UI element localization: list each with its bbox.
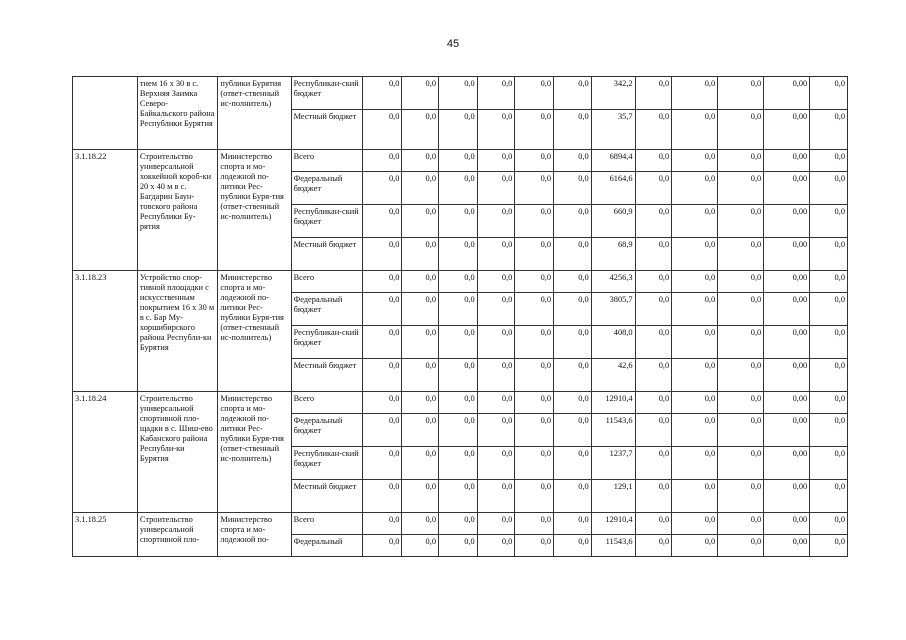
budget-value: 0,0 [672, 447, 718, 480]
budget-value: 0,0 [439, 535, 478, 557]
budget-value: 0,0 [672, 205, 718, 238]
budget-value: 0,0 [810, 293, 848, 326]
budget-value: 0,0 [439, 77, 478, 110]
budget-value: 0,0 [362, 77, 402, 110]
funding-source: Всего [291, 271, 362, 293]
budget-value: 0,0 [402, 205, 439, 238]
budget-value: 0,0 [439, 110, 478, 150]
budget-value: 0,0 [477, 205, 515, 238]
budget-value: 0,0 [362, 205, 402, 238]
budget-value: 1237,7 [591, 447, 635, 480]
budget-value: 4256,3 [591, 271, 635, 293]
budget-value: 0,0 [554, 359, 592, 392]
budget-value: 0,0 [635, 77, 672, 110]
item-name: Строительство универсальной хоккейной короб-ки 20 х 40 м в с. Багдарин Баун-товского района Республики Бу-рятия [137, 150, 218, 271]
budget-value: 35,7 [591, 110, 635, 150]
budget-value: 42,6 [591, 359, 635, 392]
budget-value: 0,0 [402, 271, 439, 293]
budget-value: 0,0 [672, 326, 718, 359]
budget-value: 0,0 [362, 172, 402, 205]
budget-value: 0,0 [554, 535, 592, 557]
item-code: 3.1.18.25 [73, 513, 138, 557]
budget-value: 0,0 [402, 238, 439, 271]
budget-value: 0,0 [810, 326, 848, 359]
budget-value: 0,0 [402, 513, 439, 535]
budget-value: 0,00 [764, 392, 810, 414]
budget-value: 0,0 [635, 392, 672, 414]
table-row [73, 392, 848, 414]
budget-value: 0,0 [439, 172, 478, 205]
budget-value: 0,0 [672, 414, 718, 447]
budget-value: 0,0 [515, 513, 554, 535]
budget-value: 0,0 [718, 326, 764, 359]
funding-source: Местный бюджет [291, 359, 362, 392]
budget-value: 0,0 [439, 150, 478, 172]
budget-value: 0,0 [672, 150, 718, 172]
budget-value: 0,0 [635, 110, 672, 150]
budget-value: 0,0 [810, 513, 848, 535]
budget-value: 0,0 [477, 77, 515, 110]
budget-value: 0,0 [718, 238, 764, 271]
budget-value: 0,0 [439, 205, 478, 238]
budget-value: 0,00 [764, 480, 810, 513]
table-row [73, 77, 848, 110]
budget-value: 0,0 [477, 535, 515, 557]
budget-value: 0,0 [515, 392, 554, 414]
budget-value: 0,0 [477, 447, 515, 480]
budget-value: 0,0 [810, 392, 848, 414]
budget-value: 0,0 [515, 414, 554, 447]
budget-value: 0,0 [477, 392, 515, 414]
budget-value: 0,0 [439, 513, 478, 535]
budget-value: 0,00 [764, 414, 810, 447]
budget-value: 0,0 [515, 172, 554, 205]
budget-value: 0,0 [810, 414, 848, 447]
budget-value: 660,9 [591, 205, 635, 238]
budget-value: 0,0 [515, 150, 554, 172]
funding-source: Республикан-ский бюджет [291, 447, 362, 480]
budget-value: 0,0 [477, 513, 515, 535]
budget-value: 0,0 [672, 293, 718, 326]
budget-value: 0,00 [764, 238, 810, 271]
budget-value: 0,0 [515, 480, 554, 513]
budget-value: 0,0 [515, 447, 554, 480]
funding-source: Федеральный [291, 535, 362, 557]
funding-source: Федеральный бюджет [291, 172, 362, 205]
budget-value: 0,00 [764, 447, 810, 480]
budget-value: 0,00 [764, 172, 810, 205]
funding-source: Всего [291, 392, 362, 414]
budget-value: 0,0 [554, 447, 592, 480]
budget-value: 0,0 [402, 172, 439, 205]
budget-value: 0,0 [439, 238, 478, 271]
budget-value: 0,0 [362, 110, 402, 150]
funding-source: Местный бюджет [291, 110, 362, 150]
budget-value: 0,0 [718, 150, 764, 172]
budget-value: 0,0 [362, 513, 402, 535]
budget-value: 0,0 [718, 392, 764, 414]
budget-value: 0,0 [477, 150, 515, 172]
budget-value: 0,0 [362, 535, 402, 557]
budget-value: 0,0 [554, 513, 592, 535]
item-executor: Министерство спорта и мо-лодежной по- [218, 513, 291, 557]
budget-value: 0,00 [764, 271, 810, 293]
budget-value: 11543,6 [591, 535, 635, 557]
budget-value: 0,0 [439, 359, 478, 392]
budget-value: 0,0 [718, 480, 764, 513]
funding-source: Всего [291, 513, 362, 535]
budget-value: 0,0 [635, 293, 672, 326]
budget-value: 0,0 [477, 326, 515, 359]
budget-value: 0,0 [515, 326, 554, 359]
budget-value: 408,0 [591, 326, 635, 359]
budget-value: 0,0 [439, 480, 478, 513]
table-row [73, 150, 848, 172]
budget-value: 0,0 [672, 392, 718, 414]
item-name: тием 16 х 30 в с. Верхняя Заимка Северо-Байкальского района Республики Бурятия [137, 77, 218, 150]
budget-value: 0,0 [635, 513, 672, 535]
budget-value: 0,0 [477, 293, 515, 326]
budget-value: 0,0 [554, 293, 592, 326]
budget-value: 0,00 [764, 359, 810, 392]
item-executor: Министерство спорта и мо-лодежной по-литики Рес-публики Буря-тия (ответ-ственный ис-полнитель) [218, 271, 291, 392]
budget-value: 0,0 [718, 414, 764, 447]
budget-value: 0,0 [810, 447, 848, 480]
budget-value: 0,0 [402, 535, 439, 557]
budget-value: 0,0 [718, 271, 764, 293]
budget-value: 0,0 [672, 271, 718, 293]
budget-value: 0,0 [515, 271, 554, 293]
budget-value: 0,00 [764, 205, 810, 238]
budget-value: 0,0 [672, 513, 718, 535]
budget-value: 0,0 [554, 150, 592, 172]
budget-value: 0,0 [402, 392, 439, 414]
budget-value: 0,0 [810, 77, 848, 110]
budget-value: 0,0 [402, 110, 439, 150]
item-executor: Министерство спорта и мо-лодежной по-литики Рес-публики Буря-тия (ответ-ственный ис-полнитель) [218, 150, 291, 271]
budget-value: 0,0 [402, 326, 439, 359]
item-name: Строительство универсальной спортивной пло- [137, 513, 218, 557]
budget-value: 0,0 [718, 293, 764, 326]
budget-value: 0,0 [554, 392, 592, 414]
budget-value: 0,0 [810, 271, 848, 293]
budget-value: 0,0 [554, 271, 592, 293]
budget-value: 0,0 [477, 110, 515, 150]
budget-value: 6164,6 [591, 172, 635, 205]
funding-source: Республикан-ский бюджет [291, 205, 362, 238]
budget-value: 0,0 [362, 480, 402, 513]
budget-value: 0,0 [515, 359, 554, 392]
budget-value: 0,0 [635, 150, 672, 172]
budget-value: 0,0 [477, 271, 515, 293]
page-number: 45 [446, 38, 460, 50]
funding-source: Федеральный бюджет [291, 293, 362, 326]
budget-value: 0,0 [515, 205, 554, 238]
budget-value: 0,00 [764, 77, 810, 110]
budget-value: 0,0 [402, 77, 439, 110]
budget-value: 0,0 [477, 480, 515, 513]
budget-value: 0,0 [635, 326, 672, 359]
budget-value: 0,0 [672, 110, 718, 150]
budget-value: 0,0 [554, 172, 592, 205]
budget-value: 0,0 [439, 326, 478, 359]
item-code: 3.1.18.22 [73, 150, 138, 271]
budget-value: 0,0 [362, 414, 402, 447]
budget-value: 0,0 [554, 414, 592, 447]
budget-value: 0,0 [515, 77, 554, 110]
budget-value: 0,0 [554, 205, 592, 238]
budget-value: 0,0 [718, 205, 764, 238]
budget-value: 0,0 [635, 359, 672, 392]
budget-value: 0,0 [672, 77, 718, 110]
budget-value: 0,0 [718, 535, 764, 557]
budget-value: 0,0 [402, 480, 439, 513]
budget-value: 0,0 [362, 293, 402, 326]
item-executor: публики Бурятия (ответ-ственный ис-полнитель) [218, 77, 291, 150]
budget-value: 0,0 [362, 150, 402, 172]
budget-value: 0,0 [635, 480, 672, 513]
item-name: Устройство спор-тивной площадки с искусственным покрытием 16 х 30 м в с. Бар Му-хоршибирского района Республи-ки Бурятия [137, 271, 218, 392]
budget-value: 0,0 [554, 326, 592, 359]
table-row [73, 513, 848, 535]
item-code: 3.1.18.24 [73, 392, 138, 513]
budget-value: 0,0 [810, 172, 848, 205]
item-code [73, 77, 138, 150]
budget-value: 0,0 [672, 480, 718, 513]
budget-value: 0,0 [515, 293, 554, 326]
funding-source: Федеральный бюджет [291, 414, 362, 447]
budget-value: 0,0 [554, 480, 592, 513]
budget-value: 6894,4 [591, 150, 635, 172]
budget-value: 0,0 [402, 447, 439, 480]
budget-value: 0,0 [439, 392, 478, 414]
budget-value: 0,0 [635, 238, 672, 271]
budget-value: 0,0 [439, 414, 478, 447]
budget-value: 0,0 [439, 293, 478, 326]
budget-value: 0,0 [672, 172, 718, 205]
budget-value: 0,0 [477, 414, 515, 447]
budget-value: 0,0 [672, 359, 718, 392]
budget-value: 0,0 [718, 77, 764, 110]
budget-value: 0,0 [402, 359, 439, 392]
budget-value: 0,0 [810, 359, 848, 392]
budget-value: 0,0 [672, 238, 718, 271]
budget-value: 0,0 [515, 110, 554, 150]
budget-value: 0,0 [718, 513, 764, 535]
funding-source: Республикан-ский бюджет [291, 326, 362, 359]
budget-value: 0,0 [554, 77, 592, 110]
budget-value: 0,0 [439, 447, 478, 480]
budget-value: 0,0 [672, 535, 718, 557]
budget-value: 0,00 [764, 150, 810, 172]
budget-value: 0,00 [764, 293, 810, 326]
budget-value: 0,0 [362, 238, 402, 271]
budget-table [72, 76, 848, 557]
funding-source: Всего [291, 150, 362, 172]
budget-value: 0,0 [515, 535, 554, 557]
budget-value: 0,0 [402, 293, 439, 326]
budget-value: 0,0 [718, 447, 764, 480]
budget-value: 0,0 [718, 110, 764, 150]
budget-value: 0,0 [362, 447, 402, 480]
budget-value: 0,0 [402, 414, 439, 447]
budget-value: 0,0 [810, 110, 848, 150]
budget-value: 342,2 [591, 77, 635, 110]
budget-value: 0,0 [635, 172, 672, 205]
budget-value: 0,0 [810, 238, 848, 271]
budget-value: 129,1 [591, 480, 635, 513]
budget-value: 68,9 [591, 238, 635, 271]
budget-value: 0,0 [477, 172, 515, 205]
budget-value: 12910,4 [591, 513, 635, 535]
budget-value: 0,0 [554, 110, 592, 150]
budget-value: 0,0 [362, 359, 402, 392]
budget-value: 0,0 [635, 447, 672, 480]
budget-value: 0,0 [635, 535, 672, 557]
budget-value: 0,0 [515, 238, 554, 271]
budget-value: 0,0 [362, 392, 402, 414]
budget-value: 0,00 [764, 535, 810, 557]
budget-value: 3805,7 [591, 293, 635, 326]
budget-value: 0,0 [810, 205, 848, 238]
funding-source: Республикан-ский бюджет [291, 77, 362, 110]
budget-value: 0,0 [810, 535, 848, 557]
budget-value: 0,0 [635, 414, 672, 447]
item-name: Строительство универсальной спортивной пло-щадки в с. Шиш-ево Кабанского района Республи-ки Бурятия [137, 392, 218, 513]
funding-source: Местный бюджет [291, 480, 362, 513]
budget-value: 0,0 [477, 238, 515, 271]
budget-value: 0,0 [718, 172, 764, 205]
budget-value: 0,0 [439, 271, 478, 293]
budget-value: 0,00 [764, 326, 810, 359]
budget-value: 12910,4 [591, 392, 635, 414]
table-row [73, 271, 848, 293]
budget-value: 0,0 [635, 271, 672, 293]
funding-source: Местный бюджет [291, 238, 362, 271]
budget-value: 0,00 [764, 110, 810, 150]
item-code: 3.1.18.23 [73, 271, 138, 392]
budget-value: 0,0 [810, 150, 848, 172]
budget-value: 0,0 [718, 359, 764, 392]
budget-value: 0,00 [764, 513, 810, 535]
budget-value: 0,0 [810, 480, 848, 513]
budget-value: 0,0 [402, 150, 439, 172]
budget-value: 0,0 [477, 359, 515, 392]
budget-value: 0,0 [362, 271, 402, 293]
item-executor: Министерство спорта и мо-лодежной по-литики Рес-публики Буря-тия (ответ-ственный ис-полнитель) [218, 392, 291, 513]
budget-value: 0,0 [554, 238, 592, 271]
budget-value: 0,0 [362, 326, 402, 359]
budget-value: 11543,6 [591, 414, 635, 447]
budget-value: 0,0 [635, 205, 672, 238]
